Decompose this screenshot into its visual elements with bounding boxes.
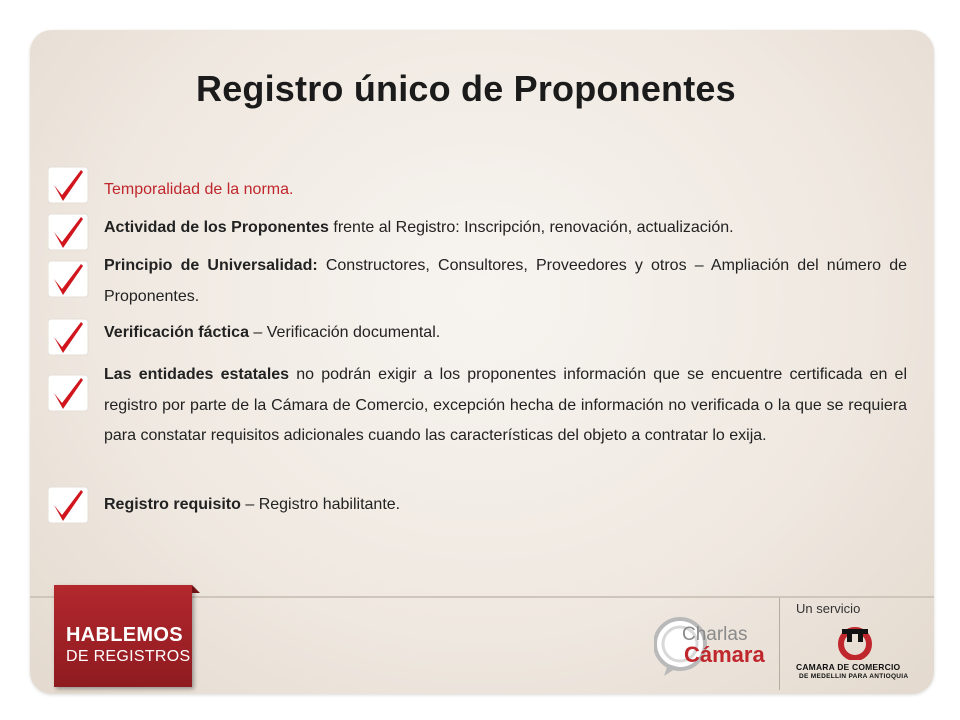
charlas-camara-logo [654,606,770,682]
organization-subtitle: DE MEDELLIN PARA ANTIOQUIA [799,673,909,680]
bullet-body: Constructores, Consultores, Proveedores y otros – Ampliación del número de Proponentes. [104,257,907,305]
bullet-lead: Verificación fáctica [104,324,249,341]
camara-logo-icon [838,626,872,660]
bullet-item-4 [104,318,907,349]
bullet-item-1 [104,175,907,206]
bullet-lead: Registro requisito [104,496,241,513]
bullet-body: Temporalidad de la norma. [104,181,294,198]
checkmark-icon [48,165,90,205]
camara-word: Cámara [684,642,765,667]
banner-subtitle: DE REGISTROS [66,648,191,665]
bullet-body: no podrán exigir a los proponentes información que se encuentre certificada en el registro por parte de la Cámara de Comercio, excepción hecha de información no verificada o la que se requiera para constatar requisitos adicionales cuando las características del objeto a contratar lo exija. [104,366,907,444]
bullet-lead: Principio de Universalidad: [104,257,318,274]
footer-vertical-divider [779,598,780,690]
bullet-item-6 [104,490,907,521]
bullet-body: – Verificación documental. [248,324,441,341]
bullet-item-5 [104,360,907,452]
bullet-item-3 [104,251,907,312]
checkmark-icon [48,212,90,252]
service-label: Un servicio [796,601,861,616]
checkmark-icon [48,373,90,413]
organization-name: CAMARA DE COMERCIO [796,662,901,672]
bullet-item-2 [104,213,907,244]
bullet-body: – Registro habilitante. [240,496,401,513]
checkmark-icon [48,259,90,299]
checkmark-icon [48,317,90,357]
bullet-body: frente al Registro: Inscripción, renovación, actualización. [328,219,734,236]
banner-title: HABLEMOS [66,624,183,646]
checkmark-icon [48,485,90,525]
banner-fold [192,585,200,593]
bullet-lead: Actividad de los Proponentes [104,219,329,236]
slide-title: Registro único de Proponentes [196,68,736,109]
charlas-word: Charlas [682,624,748,645]
bullet-lead: Las entidades estatales [104,366,290,383]
